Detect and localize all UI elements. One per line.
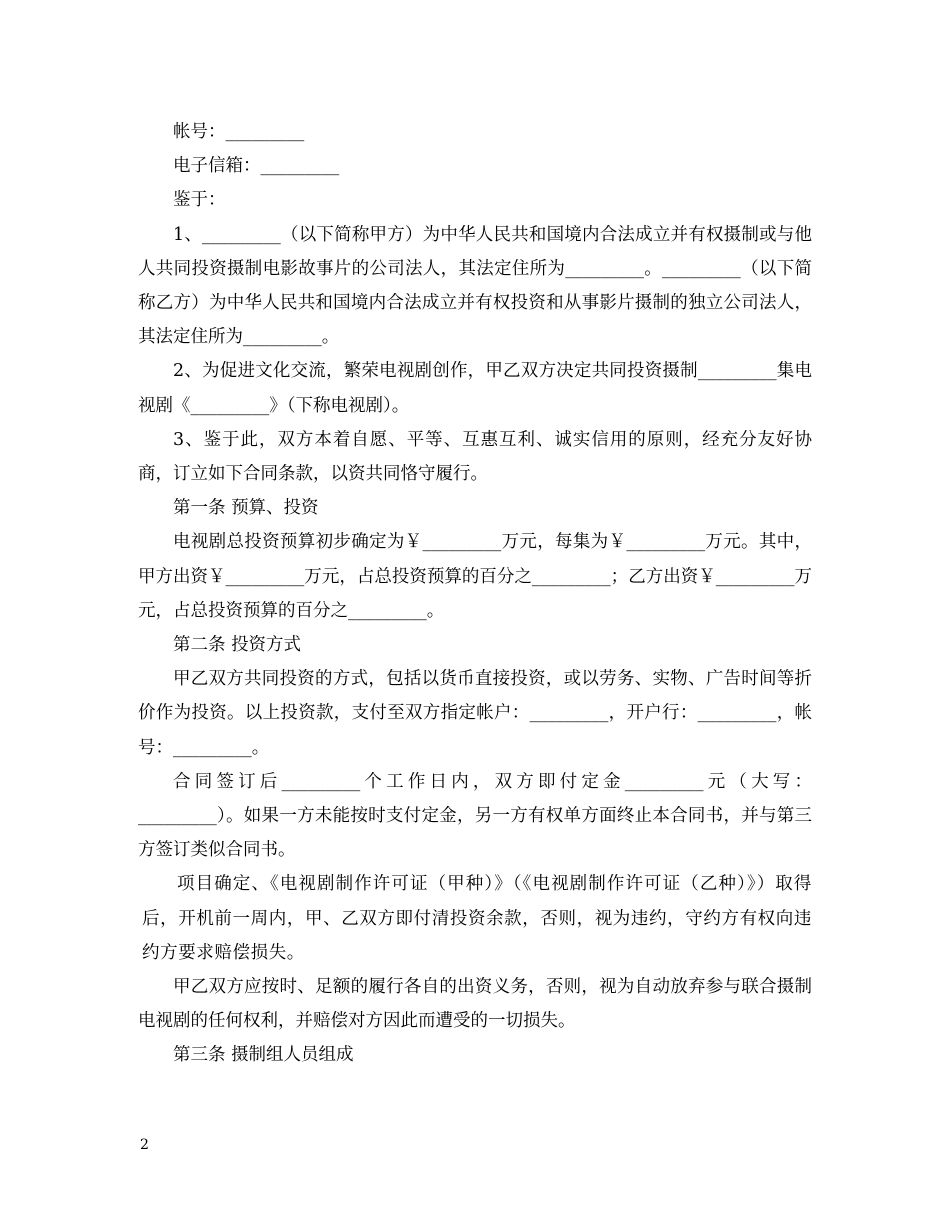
investment-method-paragraph: 甲乙双方共同投资的方式，包括以货币直接投资，或以劳务、实物、广告时间等折价作为投资。以上投资款，支付至双方指定帐户：_________，开户行：_________，帐号：_________。	[138, 669, 812, 758]
email-line: 电子信箱：_________	[173, 156, 340, 177]
document-body	[138, 115, 812, 1073]
deposit-paragraph: 合同签订后_________个工作日内，双方即付定金_________元（大写：_________）。如果一方未能按时支付定金，另一方有权单方面终止本合同书，并与第三方签订类似合同书。	[138, 771, 812, 861]
article-1-heading: 第一条 预算、投资	[173, 498, 319, 519]
article-2-heading: 第二条 投资方式	[173, 635, 302, 656]
article-3-heading: 第三条 摄制组人员组成	[173, 1045, 354, 1066]
license-payment-paragraph: 项目确定、《电视剧制作许可证（甲种）》（《电视剧制作许可证（乙种）》）取得后，开机前一周内，甲、乙双方即付清投资余款，否则，视为违约，守约方有权向违约方要求赔偿损失。	[142, 874, 812, 963]
recital-3: 3、鉴于此，双方本着自愿、平等、互惠互利、诚实信用的原则，经充分友好协商，订立如下合同条款，以资共同恪守履行。	[138, 429, 812, 485]
page-number: 2	[140, 1137, 149, 1153]
whereas-heading: 鉴于：	[173, 190, 226, 211]
recital-1: 1、_________（以下简称甲方）为中华人民共和国境内合法成立并有权摄制或与他人共同投资摄制电影故事片的公司法人，其法定住所为_________。_________（以下简称乙方）为中华人民共和国境内合法成立并有权投资和从事影片摄制的独立公司法人，其法定住所为_________。	[138, 224, 812, 348]
account-number-line: 帐号：_________	[173, 122, 305, 142]
recital-2: 2、为促进文化交流，繁荣电视剧创作，甲乙双方决定共同投资摄制_________集电视剧《_________》（下称电视剧）。	[138, 361, 812, 416]
obligation-paragraph: 甲乙双方应按时、足额的履行各自的出资义务，否则，视为自动放弃参与联合摄制电视剧的任何权利，并赔偿对方因此而遭受的一切损失。	[138, 977, 812, 1032]
article-1-budget-paragraph: 电视剧总投资预算初步确定为￥_________万元，每集为￥_________万元。其中，甲方出资￥_________万元，占总投资预算的百分之_________；乙方出资￥_________万元，占总投资预算的百分之_________。	[138, 532, 812, 621]
